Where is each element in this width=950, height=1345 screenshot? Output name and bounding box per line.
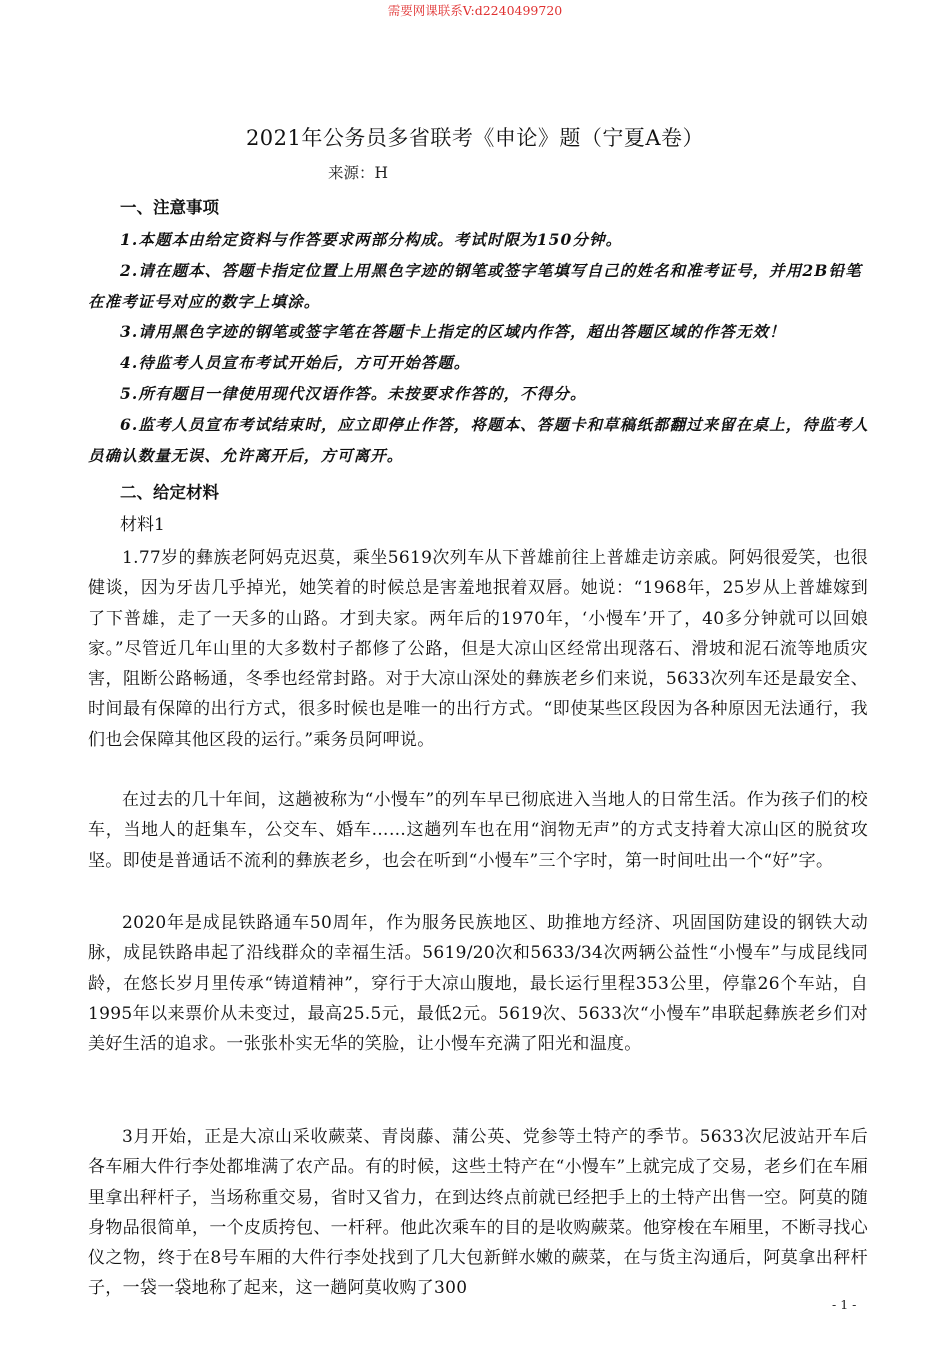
page-number: - 1 - [832,1297,857,1312]
material-paragraph: 1.77岁的彝族老阿妈克迟莫，乘坐5619次列车从下普雄前往上普雄走访亲戚。阿妈很爱笑，也很健谈，因为牙齿几乎掉光，她笑着的时候总是害羞地抿着双唇。她说：“1968年，25岁从上普雄嫁到了下普雄，走了一天多的山路。才到夫家。两年后的1970年，‘小慢车’开了，40多分钟就可以回娘家。”尽管近几年山里的大多数村子都修了公路，但是大凉山区经常出现落石、滑坡和泥石流等地质灾害，阻断公路畅通，冬季也经常封路。对于大凉山深处的彝族老乡们来说，5633次列车还是最安全、时间最有保障的出行方式，很多时候也是唯一的出行方式。“即使某些区段因为各种原因无法通行，我们也会保障其他区段的运行。”乘务员阿呷说。 [88,548,868,750]
notice-item: 4.待监考人员宣布考试开始后，方可开始答题。 [120,353,471,372]
material-paragraph: 在过去的几十年间，这趟被称为“小慢车”的列车早已彻底进入当地人的日常生活。作为孩子们的校车，当地人的赶集车，公交车、婚车……这趟列车也在用“润物无声”的方式支持着大凉山区的脱贫攻坚。即使是普通话不流利的彝族老乡，也会在听到“小慢车”三个字时，第一时间吐出一个“好”字。 [88,790,868,871]
watermark: 需要网课联系V:d2240499720 [387,3,563,18]
material-paragraph: 3月开始，正是大凉山采收蕨菜、青岗藤、蒲公英、党参等土特产的季节。5633次尼波站开车后各车厢大件行李处都堆满了农产品。有的时候，这些土特产在“小慢车”上就完成了交易，老乡们在车厢里拿出秤杆子，当场称重交易，省时又省力，在到达终点前就已经把手上的土特产出售一空。阿莫的随身物品很简单，一个皮质挎包、一杆秤。他此次乘车的目的是收购蕨菜。他穿梭在车厢里，不断寻找心仪之物，终于在8号车厢的大件行李处找到了几大包新鲜水嫩的蕨菜，在与货主沟通后，阿莫拿出秤杆子，一袋一袋地称了起来，这一趟阿莫收购了300 [88,1127,868,1299]
section-heading-notices: 一、注意事项 [120,198,219,217]
notice-item: 2.请在题本、答题卡指定位置上用黑色字迹的钢笔或签字笔填写自己的姓名和准考证号，并用2B铅笔在准考证号对应的数字上填涂。 [88,261,862,311]
source-line: 来源：H [328,164,389,182]
section-heading-materials: 二、给定材料 [120,483,219,502]
page-title: 2021年公务员多省联考《申论》题（宁夏A卷） [245,126,705,150]
notice-item: 6.监考人员宣布考试结束时，应立即停止作答，将题本、答题卡和草稿纸都翻过来留在桌上，待监考人员确认数量无误、允许离开后，方可离开。 [88,415,869,465]
notice-item: 1.本题本由给定资料与作答要求两部分构成。考试时限为150分钟。 [120,230,623,249]
notice-item: 5.所有题目一律使用现代汉语作答。未按要求作答的，不得分。 [120,384,587,403]
material-paragraph: 2020年是成昆铁路通车50周年，作为服务民族地区、助推地方经济、巩固国防建设的钢铁大动脉，成昆铁路串起了沿线群众的幸福生活。5619/20次和5633/34次两辆公益性“小慢车”与成昆线同龄，在悠长岁月里传承“铸道精神”，穿行于大凉山腹地，最长运行里程353公里，停靠26个车站，自1995年以来票价从未变过，最高25.5元，最低2元。5619次、5633次“小慢车”串联起彝族老乡们对美好生活的追求。一张张朴实无华的笑脸，让小慢车充满了阳光和温度。 [88,913,868,1055]
notice-item: 3.请用黑色字迹的钢笔或签字笔在答题卡上指定的区域内作答，超出答题区域的作答无效！ [120,322,786,341]
material-label: 材料1 [120,515,165,535]
